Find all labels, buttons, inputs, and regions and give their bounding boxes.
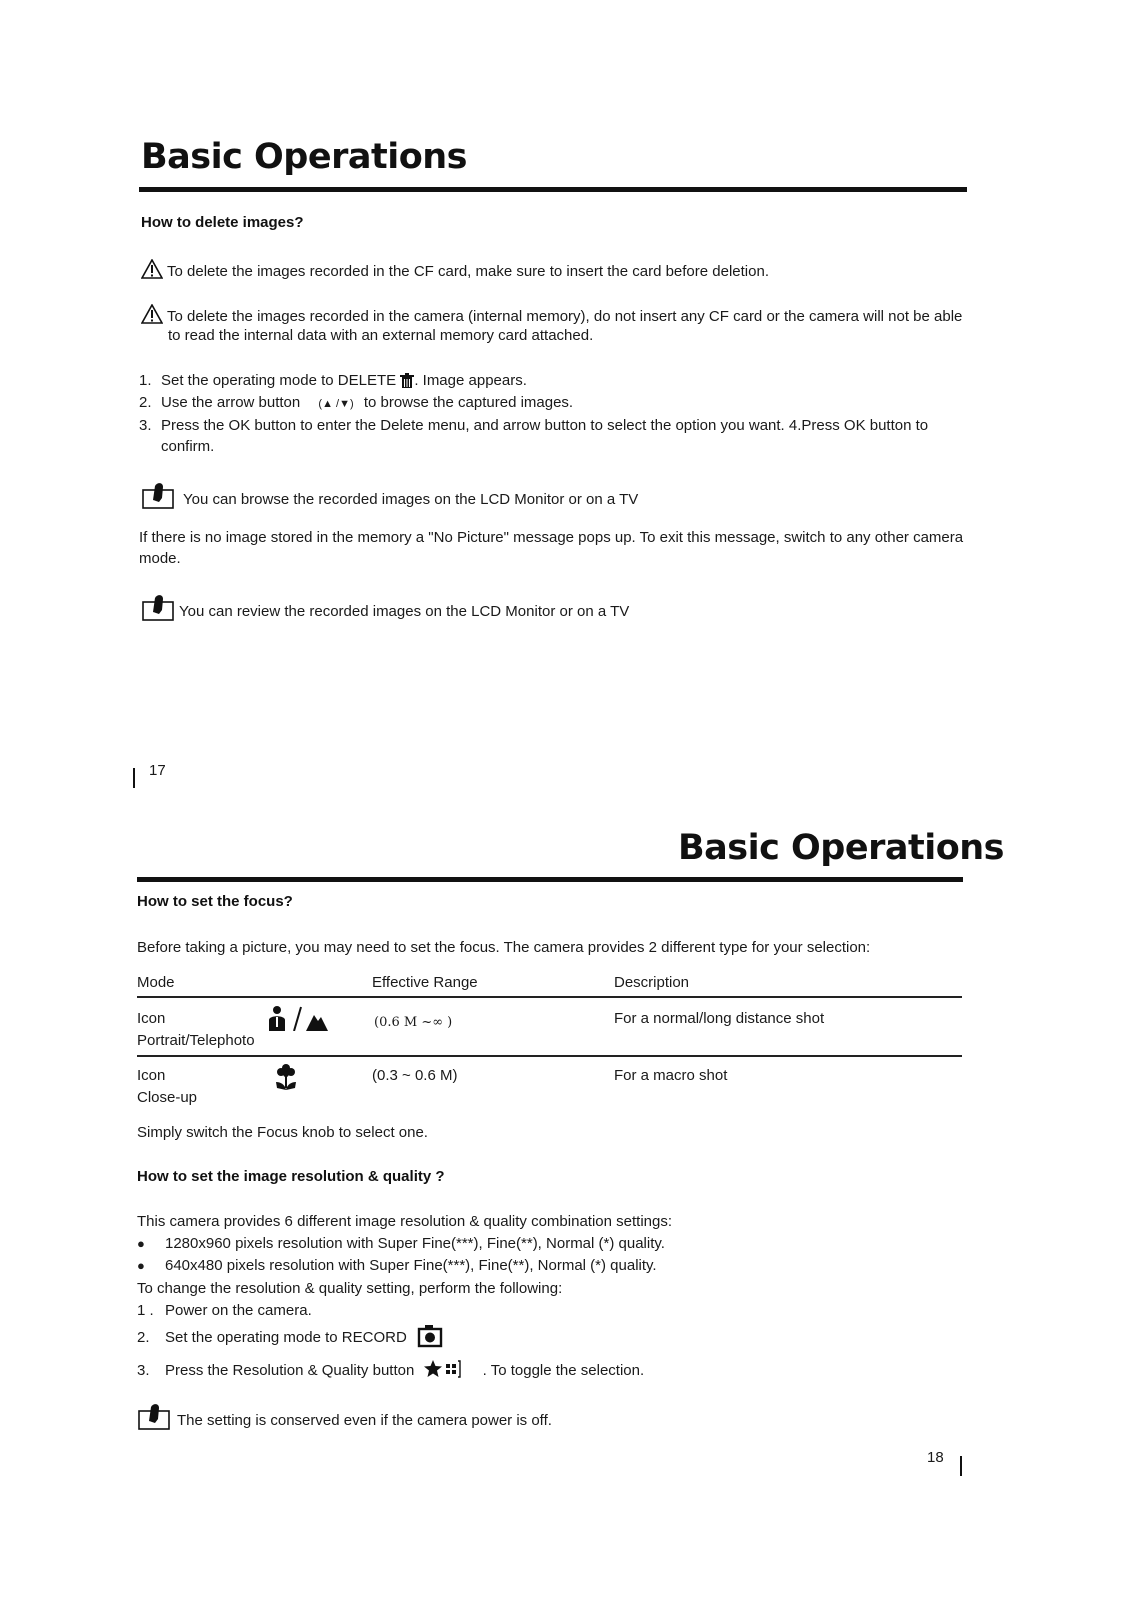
warning-2: [141, 304, 962, 327]
step-1: 1. Set the operating mode to DELETE . Image appears.: [139, 371, 527, 395]
row1-mode-label: Icon: [137, 1010, 166, 1027]
info-line-2: mode.: [139, 550, 181, 567]
warning-1-text: To delete the images recorded in the CF card, make sure to insert the card before deletion.: [167, 263, 769, 280]
page17-title-rule: [139, 187, 967, 192]
page18-title: Basic Operations: [678, 828, 1005, 868]
row1-range: (0.6 M ~∞ ): [374, 1015, 453, 1030]
bullet-dot: ●: [137, 1236, 145, 1251]
page18-title-rule: [137, 877, 963, 882]
step-3: 3. Press the OK button to enter the Delete menu, and arrow button to select the option you want. 4.Press OK button to: [139, 417, 929, 434]
camera-record-icon: [417, 1324, 443, 1354]
resolution-change: To change the resolution & quality setting, perform the following:: [137, 1280, 563, 1297]
warning-icon: [141, 304, 163, 324]
step-2: 2. Use the arrow button (▲ /▼) to browse the captured images.: [139, 394, 574, 411]
res-step-2: 2. Set the operating mode to RECORD: [137, 1324, 443, 1354]
page17-title: Basic Operations: [141, 137, 468, 177]
page18-number-bar: [960, 1456, 962, 1476]
bullet-2: ● 640x480 pixels resolution with Super Fine(***), Fine(**), Normal (*) quality.: [137, 1257, 657, 1274]
focus-intro: Before taking a picture, you may need to set the focus. The camera provides 2 different type for your selection:: [137, 939, 871, 956]
page18-note: The setting is conserved even if the camera power is off.: [137, 1403, 552, 1431]
warning-2-text: To delete the images recorded in the camera (internal memory), do not insert any CF card or the camera will not be able: [167, 308, 963, 325]
page17-number-bar: [133, 768, 135, 788]
res-step-1: 1 . Power on the camera.: [137, 1302, 312, 1319]
table-header-rule: [137, 996, 962, 998]
resolution-quality-icon: [424, 1359, 464, 1385]
focus-heading: How to set the focus?: [137, 893, 293, 910]
step-3-continuation: confirm.: [161, 438, 215, 455]
note-1: You can browse the recorded images on the LCD Monitor or on a TV: [141, 482, 638, 510]
note-hand-icon: [141, 594, 175, 622]
trash-icon: [400, 373, 414, 395]
bullet-dot: ●: [137, 1258, 145, 1273]
table-header-range: Effective Range: [372, 974, 478, 991]
note-hand-icon: [141, 482, 175, 510]
focus-footer: Simply switch the Focus knob to select one.: [137, 1124, 428, 1141]
row2-range: (0.3 ~ 0.6 M): [372, 1067, 458, 1084]
table-header-description: Description: [614, 974, 690, 991]
portrait-telephoto-icon: [268, 1005, 328, 1035]
row1-mode-name: Portrait/Telephoto: [137, 1032, 255, 1049]
warning-2-continuation: to read the internal data with an external memory card attached.: [168, 327, 594, 344]
res-step-3: 3. Press the Resolution & Quality button . To toggle the selection.: [137, 1359, 644, 1385]
row2-mode-name: Close-up: [137, 1089, 198, 1106]
row2-description: For a macro shot: [614, 1067, 728, 1084]
page17-number: 17: [149, 762, 166, 779]
note-2: You can review the recorded images on the LCD Monitor or on a TV: [141, 594, 629, 622]
resolution-heading: How to set the image resolution & quality ?: [137, 1168, 445, 1185]
macro-flower-icon: [274, 1064, 298, 1096]
warning-1: [141, 259, 769, 282]
resolution-intro: This camera provides 6 different image resolution & quality combination settings:: [137, 1213, 672, 1230]
row1-description: For a normal/long distance shot: [614, 1010, 825, 1027]
row2-mode-label: Icon: [137, 1067, 166, 1084]
table-header-mode: Mode: [137, 974, 175, 991]
info-line-1: If there is no image stored in the memory a "No Picture" message pops up. To exit this message, switch to any other camera: [139, 529, 964, 546]
warning-icon: [141, 259, 163, 279]
page18-number: 18: [927, 1449, 944, 1466]
note-hand-icon: [137, 1403, 171, 1431]
bullet-1: ● 1280x960 pixels resolution with Super Fine(***), Fine(**), Normal (*) quality.: [137, 1235, 665, 1252]
arrow-buttons-icon: (▲ /▼): [318, 398, 354, 410]
table-row-rule: [137, 1055, 962, 1057]
page17-section-heading: How to delete images?: [141, 214, 304, 231]
